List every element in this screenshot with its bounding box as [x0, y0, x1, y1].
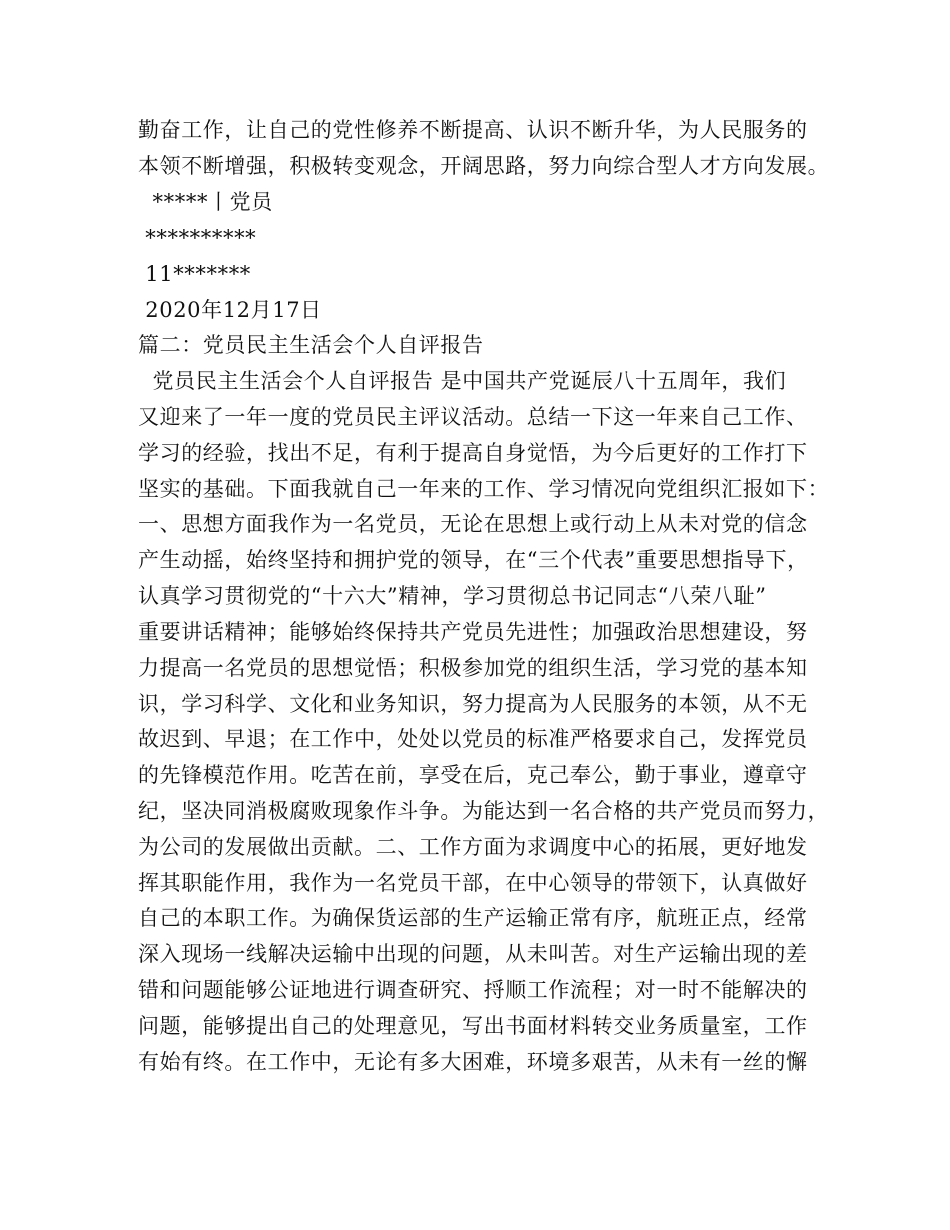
date-line: 2020年12月17日: [138, 298, 322, 322]
text-line: 挥其职能作用，我作为一名党员干部，在中心领导的带领下，认真做好: [138, 871, 808, 895]
text-line: 故迟到、早退；在工作中，处处以党员的标准严格要求自己，发挥党员: [138, 727, 808, 751]
text-line: 问题，能够提出自己的处理意见，写出书面材料转交业务质量室，工作: [138, 1014, 808, 1038]
text-line: 认真学习贯彻党的“十六大”精神，学习贯彻总书记同志“八荣八耻”: [138, 584, 767, 608]
text-line: 本领不断增强，积极转变观念，开阔思路，努力向综合型人才方向发展。: [138, 154, 830, 178]
text-line: 勤奋工作，让自己的党性修养不断提高、认识不断升华，为人民服务的: [138, 118, 808, 142]
text-line: 识，学习科学、文化和业务知识，努力提高为人民服务的本领，从不无: [138, 692, 808, 716]
text-line: 一、思想方面我作为一名党员，无论在思想上或行动上从未对党的信念: [138, 512, 808, 536]
text-line: 产生动摇，始终坚持和拥护党的领导，在“三个代表”重要思想指导下，: [138, 548, 809, 572]
text-line: 错和问题能够公证地进行调查研究、捋顺工作流程；对一时不能解决的: [138, 978, 808, 1002]
text-line: 党员民主生活会个人自评报告 是中国共产党诞辰八十五周年，我们: [138, 369, 787, 393]
text-line: 坚实的基础。下面我就自己一年来的工作、学习情况向党组织汇报如下：: [138, 477, 830, 501]
text-line: 自己的本职工作。为确保货运部的生产运输正常有序，航班正点，经常: [138, 906, 808, 930]
text-line: 纪，坚决同消极腐败现象作斗争。为能达到一名合格的共产党员而努力，: [138, 799, 830, 823]
masked-text-line: 11*******: [138, 262, 251, 286]
text-line: 重要讲话精神；能够始终保持共产党员先进性；加强政治思想建设，努: [138, 620, 808, 644]
section-heading: 篇二：党员民主生活会个人自评报告: [138, 333, 484, 357]
text-line: 的先锋模范作用。吃苦在前，享受在后，克己奉公，勤于事业，遵章守: [138, 763, 808, 787]
text-line: 为公司的发展做出贡献。二、工作方面为求调度中心的拓展，更好地发: [138, 835, 808, 859]
text-line: 力提高一名党员的思想觉悟；积极参加党的组织生活，学习党的基本知: [138, 656, 808, 680]
signature-line: *****丨党员: [138, 190, 273, 214]
text-line: 深入现场一线解决运输中出现的问题，从未叫苦。对生产运输出现的差: [138, 942, 808, 966]
text-line: 有始有终。在工作中，无论有多大困难，环境多艰苦，从未有一丝的懈: [138, 1050, 808, 1074]
masked-text-line: **********: [138, 226, 257, 250]
text-line: 学习的经验，找出不足，有利于提高自身觉悟，为今后更好的工作打下: [138, 441, 808, 465]
text-line: 又迎来了一年一度的党员民主评议活动。总结一下这一年来自己工作、: [138, 405, 808, 429]
